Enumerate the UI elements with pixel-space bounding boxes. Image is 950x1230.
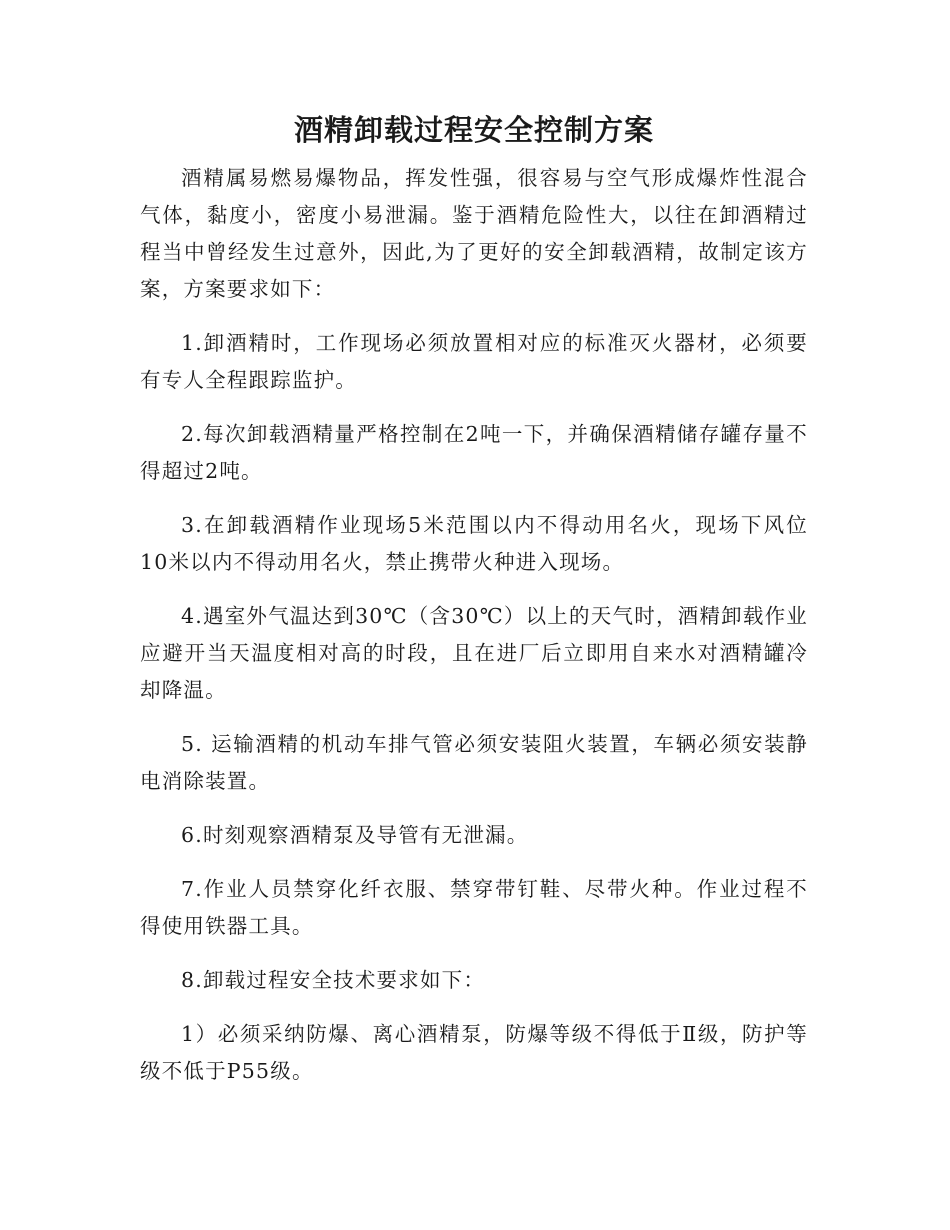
rule-3-paragraph: 3.在卸载酒精作业现场5米范围以内不得动用名火，现场下风位10米以内不得动用名火，禁止携带火种进入现场。 [140,513,808,574]
intro-paragraph: 酒精属易燃易爆物品，挥发性强，很容易与空气形成爆炸性混合气体，黏度小，密度小易泄漏。鉴于酒精危险性大，以往在卸酒精过程当中曾经发生过意外，因此,为了更好的安全卸载酒精，故制定该方案，方案要求如下： [140,166,808,301]
rule-4-paragraph: 4.遇室外气温达到30℃（含30℃）以上的天气时，酒精卸载作业应避开当天温度相对高的时段，且在进厂后立即用自来水对酒精罐冷却降温。 [140,604,808,702]
document-page [140,108,808,1107]
rule-2-paragraph: 2.每次卸载酒精量严格控制在2吨一下，并确保酒精储存罐存量不得超过2吨。 [140,422,808,483]
rule-1-paragraph: 1.卸酒精时，工作现场必须放置相对应的标准灭火器材，必须要有专人全程跟踪监护。 [140,331,808,392]
rule-6-paragraph: 6.时刻观察酒精泵及导管有无泄漏。 [181,823,529,847]
rule-7-paragraph: 7.作业人员禁穿化纤衣服、禁穿带钉鞋、尽带火种。作业过程不得使用铁器工具。 [140,877,808,938]
rule-5-paragraph: 5. 运输酒精的机动车排气管必须安装阻火装置，车辆必须安装静电消除装置。 [140,732,808,793]
document-title: 酒精卸载过程安全控制方案 [293,113,654,147]
rule-8-sub-1-paragraph: 1）必须采纳防爆、离心酒精泵，防爆等级不得低于Ⅱ级，防护等级不低于P55级。 [140,1022,808,1083]
rule-8-paragraph: 8.卸载过程安全技术要求如下： [181,968,486,992]
